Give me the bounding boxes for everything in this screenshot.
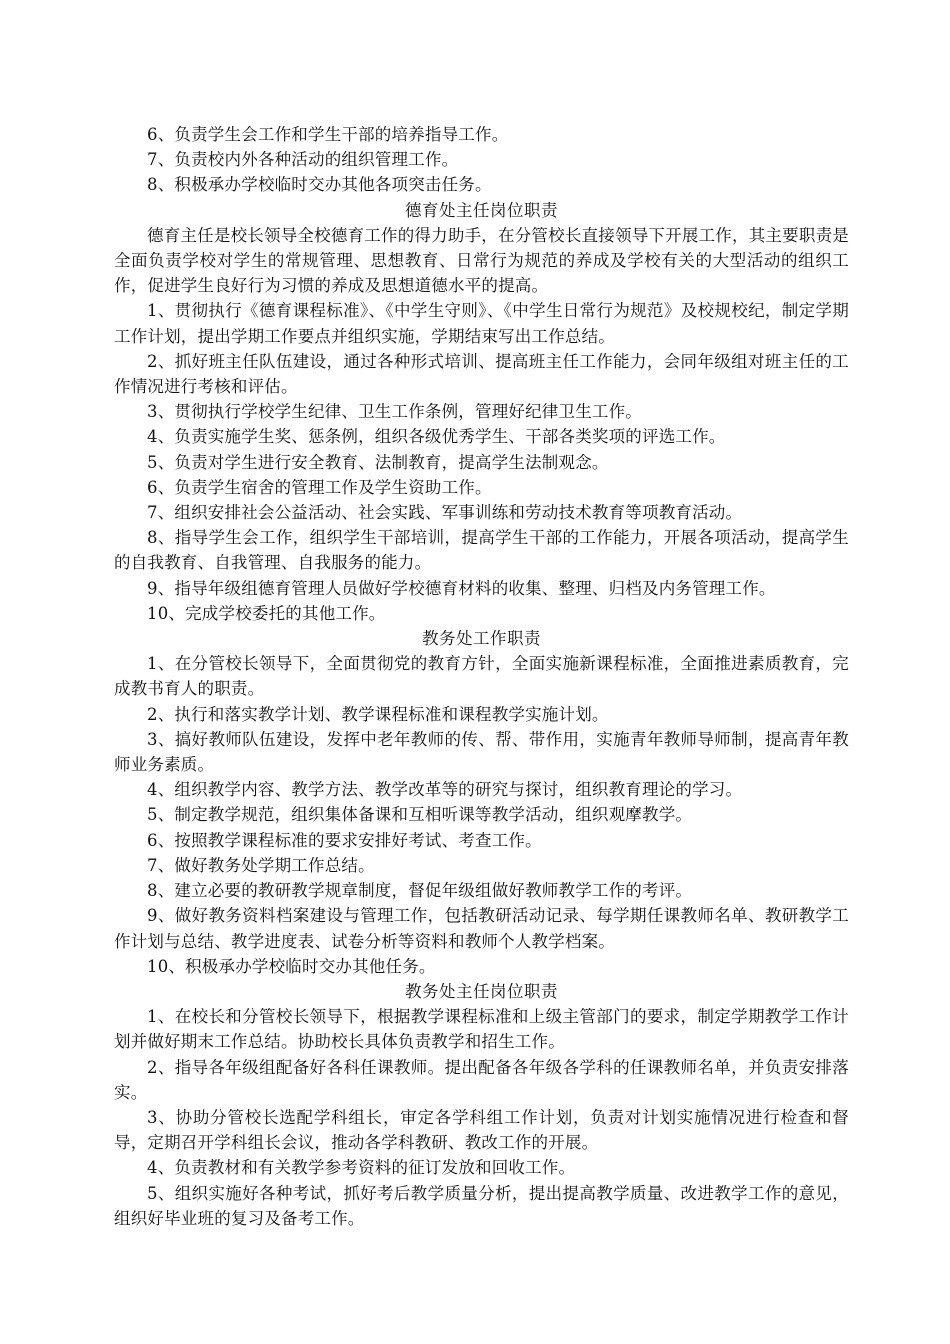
paragraph: 9、做好教务资料档案建设与管理工作，包括教研活动记录、每学期任课教师名单、教研教学工作计划与总结、教学进度表、试卷分析等资料和教师个人教学档案。	[114, 906, 849, 951]
paragraph: 1、在分管校长领导下，全面贯彻党的教育方针，全面实施新课程标准，全面推进素质教育，完成教书育人的职责。	[114, 654, 849, 699]
section-academic-director-duties	[114, 979, 849, 1231]
paragraph: 1、贯彻执行《德育课程标准》、《中学生守则》、《中学生日常行为规范》及校规校纪，制定学期工作计划，提出学期工作要点并组织实施，学期结束写出工作总结。	[114, 301, 849, 346]
paragraph: 4、组织教学内容、教学方法、教学改革等的研究与探讨，组织教育理论的学习。	[147, 780, 743, 800]
paragraph: 3、搞好教师队伍建设，发挥中老年教师的传、帮、带作用，实施青年教师导师制，提高青年教师业务素质。	[114, 729, 849, 775]
paragraph: 8、指导学生会工作，组织学生干部培训，提高学生干部的工作能力，开展各项活动，提高学生的自我教育、自我管理、自我服务的能力。	[114, 528, 849, 573]
paragraph: 5、负责对学生进行安全教育、法制教育，提高学生法制观念。	[147, 452, 609, 472]
paragraph: 9、指导年级组德育管理人员做好学校德育材料的收集、整理、归档及内务管理工作。	[147, 578, 776, 598]
document-page	[114, 122, 849, 1231]
paragraph: 4、负责教材和有关教学参考资料的征订发放和回收工作。	[147, 1158, 576, 1178]
paragraph: 德育主任是校长领导全校德育工作的得力助手，在分管校长直接领导下开展工作，其主要职责是全面负责学校对学生的常规管理、思想教育、日常行为规范的养成及学校有关的大型活动的组织工作，促进学生良好行为习惯的养成及思想道德水平的提高。	[114, 225, 849, 296]
section-moral-director-duties	[114, 198, 849, 626]
paragraph: 2、抓好班主任队伍建设，通过各种形式培训、提高班主任工作能力，会同年级组对班主任的工作情况进行考核和评估。	[114, 351, 849, 397]
paragraph: 1、在校长和分管校长领导下，根据教学课程标准和上级主管部门的要求，制定学期教学工作计划并做好期末工作总结。协助校长具体负责教学和招生工作。	[114, 1007, 849, 1052]
paragraph: 4、负责实施学生奖、惩条例，组织各级优秀学生、干部各类奖项的评选工作。	[147, 427, 726, 447]
paragraph: 10、积极承办学校临时交办其他任务。	[147, 956, 436, 976]
paragraph: 7、做好教务处学期工作总结。	[147, 855, 375, 875]
section-heading: 教务处主任岗位职责	[405, 981, 558, 1001]
paragraph: 2、执行和落实教学计划、教学课程标准和课程教学实施计划。	[147, 704, 609, 724]
paragraph: 8、积极承办学校临时交办其他各项突击任务。	[147, 175, 492, 195]
section-heading: 教务处工作职责	[422, 629, 541, 649]
paragraph: 8、建立必要的教研教学规章制度，督促年级组做好教师教学工作的考评。	[147, 881, 693, 901]
paragraph: 7、负责校内外各种活动的组织管理工作。	[147, 150, 459, 170]
paragraph: 6、按照教学课程标准的要求安排好考试、考查工作。	[147, 830, 542, 850]
section-continuation	[114, 122, 849, 198]
paragraph: 5、制定教学规范，组织集体备课和互相听课等教学活动，组织观摩教学。	[147, 805, 693, 825]
paragraph: 3、协助分管校长选配学科组长，审定各学科组工作计划，负责对计划实施情况进行检查和督导，定期召开学科组长会议，推动各学科教研、教改工作的开展。	[114, 1107, 849, 1153]
paragraph: 6、负责学生会工作和学生干部的培养指导工作。	[147, 125, 509, 144]
paragraph: 6、负责学生宿舍的管理工作及学生资助工作。	[147, 477, 492, 497]
paragraph: 10、完成学校委托的其他工作。	[147, 603, 386, 623]
paragraph: 7、组织安排社会公益活动、社会实践、军事训练和劳动技术教育等项教育活动。	[147, 503, 743, 523]
paragraph: 5、组织实施好各种考试，抓好考后教学质量分析，提出提高教学质量、改进教学工作的意见，组织好毕业班的复习及备考工作。	[114, 1183, 849, 1228]
paragraph: 2、指导各年级组配备好各科任课教师。提出配备各年级各学科的任课教师名单，并负责安排落实。	[114, 1057, 849, 1102]
paragraph: 3、贯彻执行学校学生纪律、卫生工作条例，管理好纪律卫生工作。	[147, 402, 642, 422]
section-academic-office-duties	[114, 626, 849, 979]
section-heading: 德育处主任岗位职责	[405, 200, 558, 220]
